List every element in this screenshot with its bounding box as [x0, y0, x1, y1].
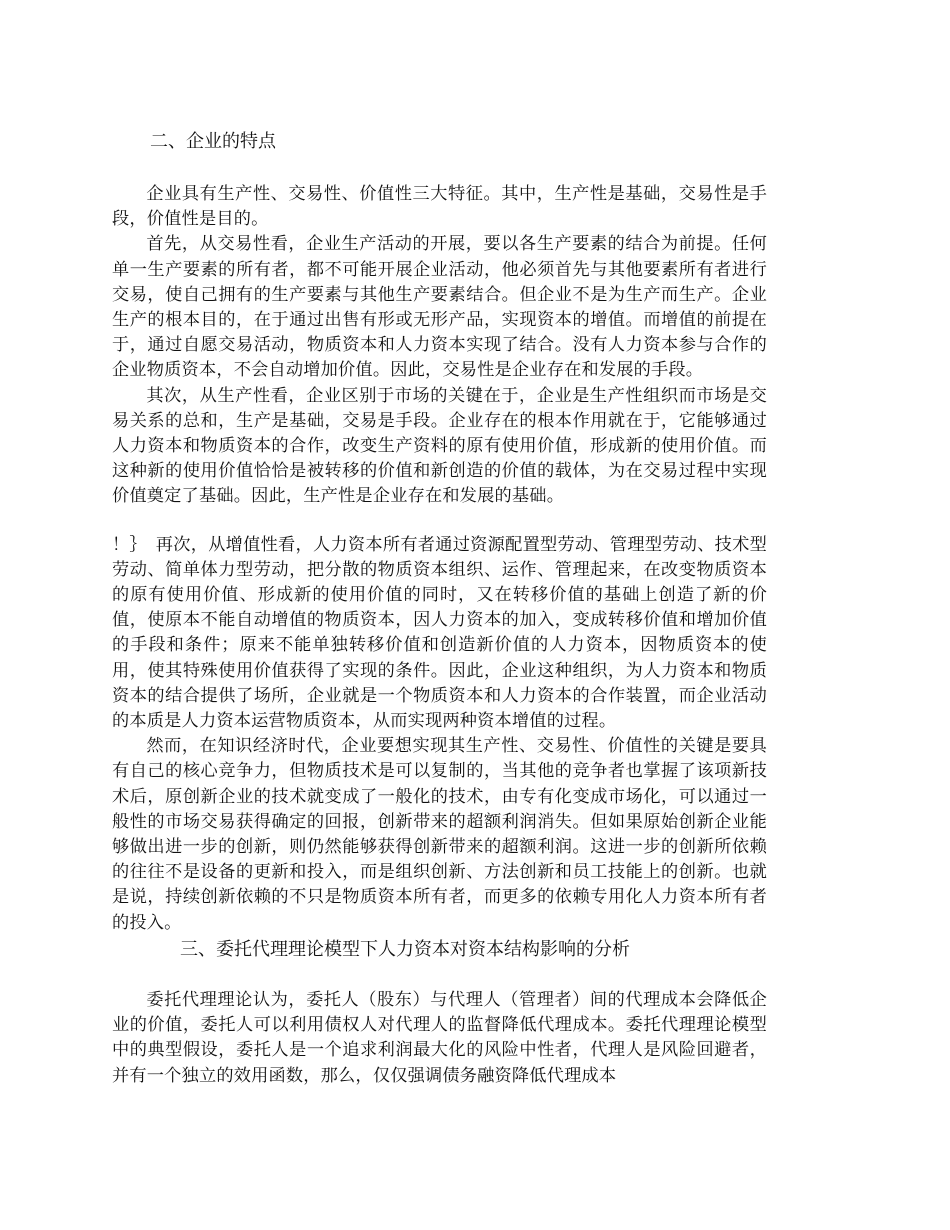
section-heading-3: 三、委托代理理论模型下人力资本对资本结构影响的分析 [180, 938, 630, 960]
paragraph-knowledge-economy: 然而，在知识经济时代，企业要想实现其生产性、交易性、价值性的关键是要具有自己的核心竞争力，但物质技术是可以复制的，当其他的竞争者也掌握了该项新技术后，原创新企业的技术就变成了一般化的技术，由专有化变成市场化，可以通过一般性的市场交易获得确定的回报，创新带来的超额利润消失。但如果原始创新企业能够做出进一步的创新，则仍然能够获得创新带来的超额利润。这进一步的创新所依赖的往往不是设备的更新和投入，而是组织创新、方法创新和员工技能上的创新。也就是说，持续创新依赖的不只是物质资本所有者，而更多的依赖专用化人力资本所有者的投入。 [112, 736, 767, 933]
paragraph-agency-theory: 委托代理理论认为，委托人（股东）与代理人（管理者）间的代理成本会降低企业的价值，委托人可以利用债权人对代理人的监督降低代理成本。委托代理理论模型中的典型假设，委托人是一个追求利润最大化的风险中性者，代理人是风险回避者，并有一个独立的效用函数，那么，仅仅强调债务融资降低代理成本 [112, 989, 767, 1086]
paragraph-value-added [112, 532, 767, 735]
paragraph-value-added-text: 再次，从增值性看，人力资本所有者通过资源配置型劳动、管理型劳动、技术型劳动、简单体力型劳动，把分散的物质资本组织、运作、管理起来，在改变物质资本的原有使用价值、形成新的使用价值的同时，又在转移价值的基础上创造了新的价值，使原本不能自动增值的物质资本，因人力资本的加入，变成转移价值和增加价值的手段和条件；原来不能单独转移价值和创造新价值的人力资本，因物质资本的使用，使其特殊使用价值获得了实现的条件。因此，企业这种组织，为人力资本和物质资本的结合提供了场所，企业就是一个物质资本和人力资本的合作装置，而企业活动的本质是人力资本运营物质资本，从而实现两种资本增值的过程。 [112, 534, 767, 732]
paragraph-transaction: 首先，从交易性看，企业生产活动的开展，要以各生产要素的结合为前提。任何单一生产要素的所有者，都不可能开展企业活动，他必须首先与其他要素所有者进行交易，使自己拥有的生产要素与其他生产要素结合。但企业不是为生产而生产。企业生产的根本目的，在于通过出售有形或无形产品，实现资本的增值。而增值的前提在于，通过自愿交易活动，物质资本和人力资本实现了结合。没有人力资本参与合作的企业物质资本，不会自动增加价值。因此，交易性是企业存在和发展的手段。 [112, 234, 767, 381]
section-heading-2: 二、企业的特点 [150, 131, 276, 152]
paragraph-features-intro: 企业具有生产性、交易性、价值性三大特征。其中，生产性是基础，交易性是手段，价值性是目的。 [112, 184, 767, 230]
paragraph-production: 其次，从生产性看，企业区别于市场的关键在于，企业是生产性组织而市场是交易关系的总和，生产是基础，交易是手段。企业存在的根本作用就在于，它能够通过人力资本和物质资本的合作，改变生产资料的原有使用价值，形成新的使用价值。而这种新的使用价值恰恰是被转移的价值和新创造的价值的载体，为在交易过程中实现价值奠定了基础。因此，生产性是企业存在和发展的基础。 [112, 385, 767, 507]
paragraph-prefix-mark: ！｝ [112, 533, 147, 554]
document-page [112, 130, 767, 1089]
